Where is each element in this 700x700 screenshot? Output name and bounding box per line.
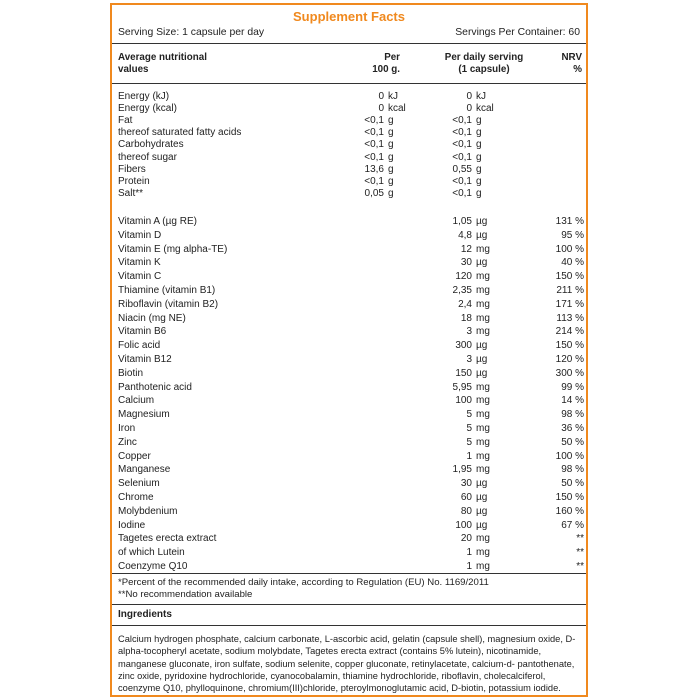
value-per-serving: 2,4: [458, 298, 472, 310]
nrv-percent: 98 %: [561, 464, 584, 476]
table-row: [118, 492, 584, 503]
value-per-100g: <0,1: [364, 139, 384, 151]
unit-per-100g: g: [388, 163, 394, 175]
unit-per-100g: g: [388, 175, 394, 187]
nrv-percent: 95 %: [561, 229, 584, 241]
nrv-percent: 120 %: [555, 354, 584, 365]
value-per-serving: 120: [455, 271, 472, 283]
value-per-serving: 1,95: [452, 464, 472, 476]
unit-per-serving: µg: [476, 229, 488, 241]
nutrient-name: Thiamine (vitamin B1): [118, 285, 216, 296]
unit-per-serving: mg: [476, 285, 490, 296]
nrv-percent: 50 %: [561, 436, 584, 448]
unit-per-serving: mg: [476, 533, 490, 545]
unit-per-serving: mg: [476, 561, 490, 572]
table-row: [118, 257, 584, 268]
value-per-serving: 1: [466, 561, 472, 572]
table-row: [118, 395, 584, 406]
unit-per-100g: g: [388, 127, 394, 139]
value-per-serving: 60: [460, 492, 472, 503]
ingredients-text: Calcium hydrogen phosphate, calcium carbonate, L-ascorbic acid, gelatin (capsule shell), magnesium oxide, D-alpha-tocopheryl acetate, sodium molybdate, Tagetes erecta extract (contains 5% lutein), nicotinamide, manganese gluconate, iron sulfate, sodium selenite, copper gluconate, retinylacetate, calcium-d- pantothenate, zinc oxide, pyridoxine hydrochloride, cyanocobalamin, thiamine hydrochloride, riboflavin, cholecalciferol, coenzyme Q10, phylloquinone, chromium(III)chloride, pteroylmonoglutamic acid, D-biotin, potassium iodide.: [118, 634, 576, 694]
unit-per-serving: kJ: [476, 91, 486, 102]
value-per-serving: <0,1: [452, 151, 472, 163]
nrv-percent: 99 %: [561, 381, 584, 393]
unit-per-serving: µg: [476, 519, 488, 531]
table-row: [118, 423, 584, 434]
nutrient-name: Coenzyme Q10: [118, 561, 188, 572]
value-per-serving: 18: [460, 312, 472, 324]
nutrient-name: Zinc: [118, 436, 137, 448]
table-row: [118, 91, 584, 102]
nutrient-name: Salt**: [118, 187, 144, 199]
nutrient-name: Copper: [118, 450, 151, 462]
nutrient-name: Molybdenium: [118, 505, 178, 517]
divider: [112, 83, 586, 84]
value-per-serving: 0,55: [452, 163, 472, 175]
table-row: [118, 103, 584, 114]
value-per-serving: 12: [460, 243, 472, 255]
header-per-serving: Per daily serving (1 capsule): [444, 52, 524, 75]
value-per-serving: 2,35: [452, 285, 472, 296]
nrv-percent: 100 %: [555, 243, 584, 255]
unit-per-serving: g: [476, 139, 482, 151]
nrv-percent: 300 %: [555, 367, 584, 379]
nrv-percent: 211 %: [556, 285, 584, 296]
unit-per-serving: µg: [476, 367, 488, 379]
nrv-percent: 150 %: [555, 340, 584, 352]
nutrient-name: Biotin: [118, 367, 144, 379]
unit-per-100g: g: [388, 151, 394, 163]
table-row: [118, 547, 584, 558]
value-per-serving: 300: [455, 340, 472, 352]
unit-per-serving: mg: [476, 464, 490, 476]
nrv-percent: **: [576, 533, 584, 545]
unit-per-serving: µg: [476, 216, 488, 227]
table-row: [118, 164, 584, 175]
unit-per-100g: g: [388, 115, 394, 127]
nutrient-name: Tagetes erecta extract: [118, 533, 217, 545]
nutrient-name: Selenium: [118, 478, 160, 490]
nrv-percent: 214 %: [555, 326, 584, 338]
table-row: [118, 464, 584, 475]
table-row: [118, 313, 584, 324]
nutrient-name: Vitamin K: [118, 257, 161, 269]
value-per-serving: <0,1: [452, 115, 472, 127]
nutrient-name: Iodine: [118, 519, 146, 531]
unit-per-serving: kcal: [476, 103, 494, 115]
unit-per-serving: mg: [476, 436, 490, 448]
nrv-percent: 150 %: [555, 271, 584, 283]
footnote-nrv: *Percent of the recommended daily intake, according to Regulation (EU) No. 1169/2011: [118, 577, 489, 588]
value-per-serving: 1: [466, 450, 472, 462]
nrv-percent: 98 %: [561, 409, 584, 421]
nutrient-name: Energy (kJ): [118, 91, 170, 102]
table-row: [118, 139, 584, 150]
unit-per-serving: mg: [476, 312, 490, 324]
nutrient-name: of which Lutein: [118, 547, 185, 559]
nutrient-name: Calcium: [118, 395, 155, 407]
value-per-serving: 0: [466, 91, 472, 102]
unit-per-serving: µg: [476, 478, 488, 490]
unit-per-serving: mg: [476, 243, 490, 255]
nutrient-name: Chrome: [118, 492, 154, 503]
value-per-serving: 1: [466, 547, 472, 559]
nutrient-name: Manganese: [118, 464, 171, 476]
value-per-100g: 0: [378, 103, 384, 115]
nutrient-name: thereof sugar: [118, 151, 177, 163]
unit-per-serving: g: [476, 115, 482, 127]
table-row: [118, 299, 584, 310]
unit-per-serving: mg: [476, 298, 490, 310]
unit-per-serving: µg: [476, 340, 488, 352]
nrv-percent: 50 %: [561, 478, 584, 490]
nrv-percent: 160 %: [555, 505, 584, 517]
unit-per-serving: µg: [476, 505, 488, 517]
value-per-serving: 150: [455, 367, 472, 379]
divider: [112, 573, 586, 574]
table-row: [118, 354, 584, 365]
unit-per-serving: mg: [476, 423, 490, 434]
table-row: [118, 188, 584, 199]
unit-per-serving: mg: [476, 547, 490, 559]
table-row: [118, 533, 584, 544]
table-row: [118, 271, 584, 282]
value-per-100g: 0: [378, 91, 384, 102]
value-per-serving: 5: [466, 436, 472, 448]
nutrient-name: Vitamin B12: [118, 354, 172, 365]
value-per-100g: <0,1: [364, 115, 384, 127]
divider: [112, 604, 586, 605]
nutrient-name: Protein: [118, 175, 150, 187]
unit-per-serving: mg: [476, 326, 490, 338]
unit-per-serving: g: [476, 175, 482, 187]
nutrient-name: Vitamin C: [118, 271, 162, 283]
nrv-percent: 100 %: [555, 450, 584, 462]
value-per-serving: 0: [466, 103, 472, 115]
value-per-100g: <0,1: [364, 151, 384, 163]
table-row: [118, 451, 584, 462]
table-row: [118, 285, 584, 296]
unit-per-100g: g: [388, 139, 394, 151]
header-nrv: NRV %: [561, 52, 582, 75]
nutrient-name: Carbohydrates: [118, 139, 184, 151]
table-row: [118, 520, 584, 531]
value-per-serving: 30: [460, 257, 472, 269]
nutrient-name: Fibers: [118, 163, 146, 175]
nutrient-name: Vitamin A (µg RE): [118, 216, 197, 227]
value-per-100g: 13,6: [364, 163, 384, 175]
nutrient-name: Vitamin B6: [118, 326, 167, 338]
nutrient-name: Magnesium: [118, 409, 170, 421]
unit-per-100g: g: [388, 187, 394, 199]
table-row: [118, 152, 584, 163]
panel-title: Supplement Facts: [293, 9, 405, 24]
table-row: [118, 382, 584, 393]
footnote-no-recommendation: **No recommendation available: [118, 589, 253, 600]
table-row: [118, 506, 584, 517]
nrv-percent: 113 %: [556, 312, 584, 324]
nutrient-name: Riboflavin (vitamin B2): [118, 298, 219, 310]
unit-per-serving: mg: [476, 409, 490, 421]
header-per-100g: Per 100 g.: [372, 52, 400, 75]
table-row: [118, 561, 584, 572]
unit-per-serving: g: [476, 187, 482, 199]
value-per-serving: 100: [455, 395, 472, 407]
value-per-serving: <0,1: [452, 187, 472, 199]
divider: [112, 43, 586, 44]
nrv-percent: 150 %: [555, 492, 584, 503]
value-per-100g: 0,05: [364, 187, 384, 199]
unit-per-100g: kJ: [388, 91, 398, 102]
table-row: [118, 176, 584, 187]
table-row: [118, 326, 584, 337]
unit-per-serving: mg: [476, 271, 490, 283]
nrv-percent: 131 %: [555, 216, 584, 227]
table-row: [118, 216, 584, 227]
ingredients-heading: Ingredients: [118, 609, 172, 620]
table-row: [118, 244, 584, 255]
table-row: [118, 437, 584, 448]
header-name: Average nutritional values: [118, 52, 207, 75]
nutrient-name: Vitamin D: [118, 229, 162, 241]
table-row: [118, 409, 584, 420]
unit-per-serving: mg: [476, 450, 490, 462]
unit-per-serving: µg: [476, 257, 488, 269]
value-per-serving: <0,1: [452, 139, 472, 151]
divider: [112, 625, 586, 626]
value-per-100g: <0,1: [364, 127, 384, 139]
nutrient-name: Vitamin E (mg alpha-TE): [118, 243, 228, 255]
unit-per-serving: g: [476, 127, 482, 139]
value-per-serving: 100: [455, 519, 472, 531]
value-per-serving: 3: [466, 326, 472, 338]
nrv-percent: 14 %: [561, 395, 584, 407]
table-row: [118, 478, 584, 489]
nrv-percent: 67 %: [561, 519, 584, 531]
nutrient-name: Iron: [118, 423, 136, 434]
value-per-serving: 30: [460, 478, 472, 490]
table-row: [118, 368, 584, 379]
value-per-serving: 1,05: [452, 216, 472, 227]
unit-per-serving: µg: [476, 354, 488, 365]
unit-per-serving: g: [476, 163, 482, 175]
unit-per-100g: kcal: [388, 103, 406, 115]
table-row: [118, 340, 584, 351]
serving-size: Serving Size: 1 capsule per day: [118, 27, 265, 38]
value-per-serving: 5: [466, 423, 472, 434]
value-per-serving: 5,95: [452, 381, 472, 393]
value-per-serving: 20: [460, 533, 472, 545]
nrv-percent: **: [576, 561, 584, 572]
value-per-serving: 4,8: [458, 229, 472, 241]
nutrient-name: Energy (kcal): [118, 103, 177, 115]
nrv-percent: 40 %: [561, 257, 584, 269]
nutrient-name: Niacin (mg NE): [118, 312, 186, 324]
value-per-serving: <0,1: [452, 175, 472, 187]
nutrient-name: Folic acid: [118, 340, 161, 352]
nrv-percent: 36 %: [561, 423, 584, 434]
unit-per-serving: mg: [476, 381, 490, 393]
unit-per-serving: µg: [476, 492, 488, 503]
nrv-percent: 171 %: [555, 298, 584, 310]
nrv-percent: **: [576, 547, 584, 559]
table-row: [118, 115, 584, 126]
value-per-serving: 3: [466, 354, 472, 365]
nutrient-name: Fat: [118, 115, 133, 127]
servings-per-container: Servings Per Container: 60: [455, 27, 580, 38]
supplement-facts-panel: [110, 3, 588, 697]
value-per-serving: <0,1: [452, 127, 472, 139]
nutrient-name: Panthotenic acid: [118, 381, 192, 393]
table-row: [118, 127, 584, 138]
value-per-100g: <0,1: [364, 175, 384, 187]
unit-per-serving: mg: [476, 395, 490, 407]
value-per-serving: 5: [466, 409, 472, 421]
nutrient-name: thereof saturated fatty acids: [118, 127, 242, 139]
table-row: [118, 230, 584, 241]
value-per-serving: 80: [460, 505, 472, 517]
unit-per-serving: g: [476, 151, 482, 163]
